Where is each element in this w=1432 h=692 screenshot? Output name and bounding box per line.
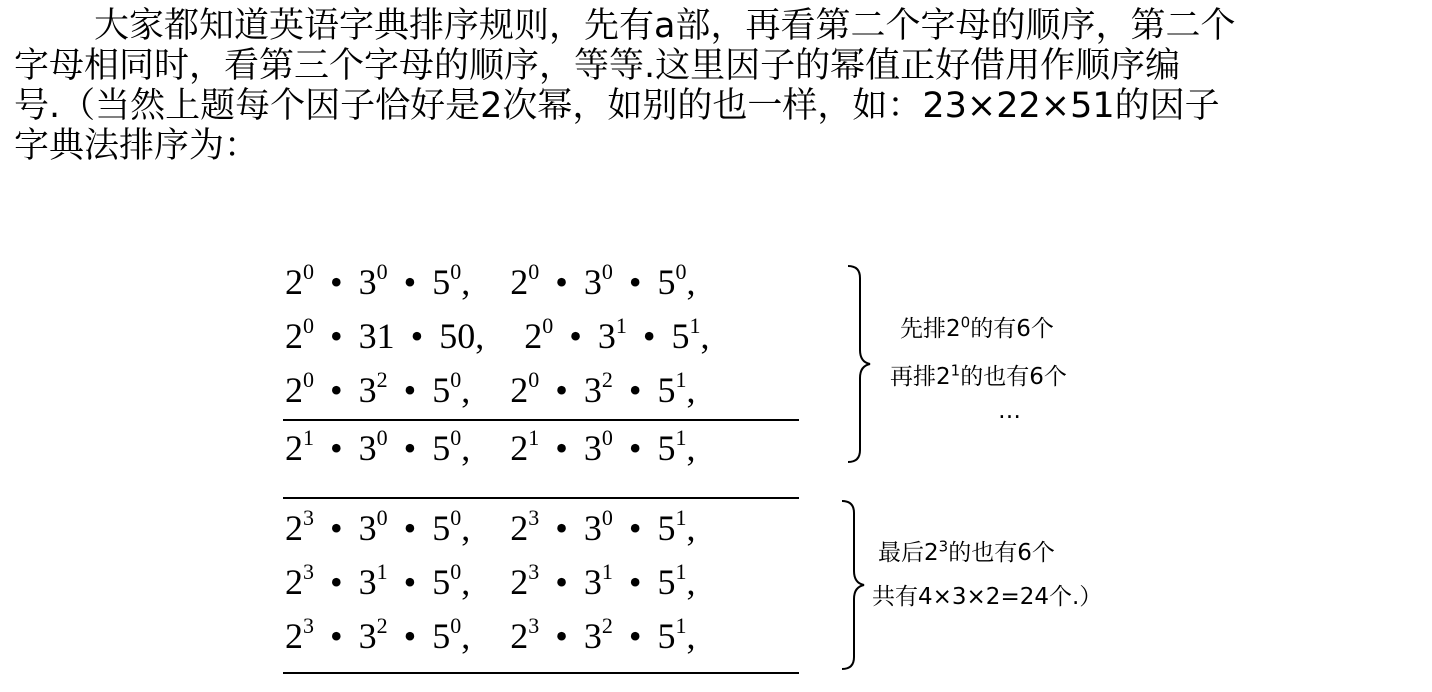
separator-rule [283,497,799,499]
ellipsis: … [998,398,1021,424]
separator-rule [283,419,799,421]
factor-row: $2^3$ • $3^2$ • $5^0$, $2^3$ • $3^2$ • $5^1$, [285,613,696,656]
paragraph-line: 字典法排序为： [14,126,260,166]
factor-row: $2^3$ • $3^1$ • $5^0$, $2^3$ • $3^1$ • $5^1$, [285,559,696,602]
factor-row: $2^0$ • $3^2$ • $5^0$, $2^0$ • $3^2$ • $5^1$, [285,367,696,410]
paragraph-line: 号.（当然上题每个因子恰好是2次幂，如别的也一样，如：23×22×51的因子 [14,86,1220,126]
right-brace-icon [846,264,874,464]
factor-row: $2^1$ • $3^0$ • $5^0$, $2^1$ • $3^0$ • $5^1$, [285,425,696,468]
paragraph-line: 大家都知道英语字典排序规则，先有a部，再看第二个字母的顺序，第二个 [94,6,1236,46]
factor-row: $2^3$ • $3^0$ • $5^0$, $2^3$ • $3^0$ • $5^1$, [285,505,696,548]
factor-row: $2^0$ • 31 • 50, $2^0$ • $3^1$ • $5^1$, [285,313,710,356]
factor-row: $2^0$ • $3^0$ • $5^0$, $2^0$ • $3^0$ • $5^0$, [285,259,696,302]
group1-note-line: 先排$2^0$的有6个 [900,313,1054,342]
paragraph-line: 字母相同时，看第三个字母的顺序，等等.这里因子的幂值正好借用作顺序编 [14,46,1181,86]
group1-note-line: 再排$2^1$的也有6个 [890,361,1067,390]
explanation-paragraph [14,6,1424,166]
separator-rule [283,672,799,674]
group2-note-line: 最后$2^3$的也有6个 [878,537,1055,566]
group2-note-line: 共有4×3×2=24个.） [872,584,1103,610]
right-brace-icon [840,499,868,671]
